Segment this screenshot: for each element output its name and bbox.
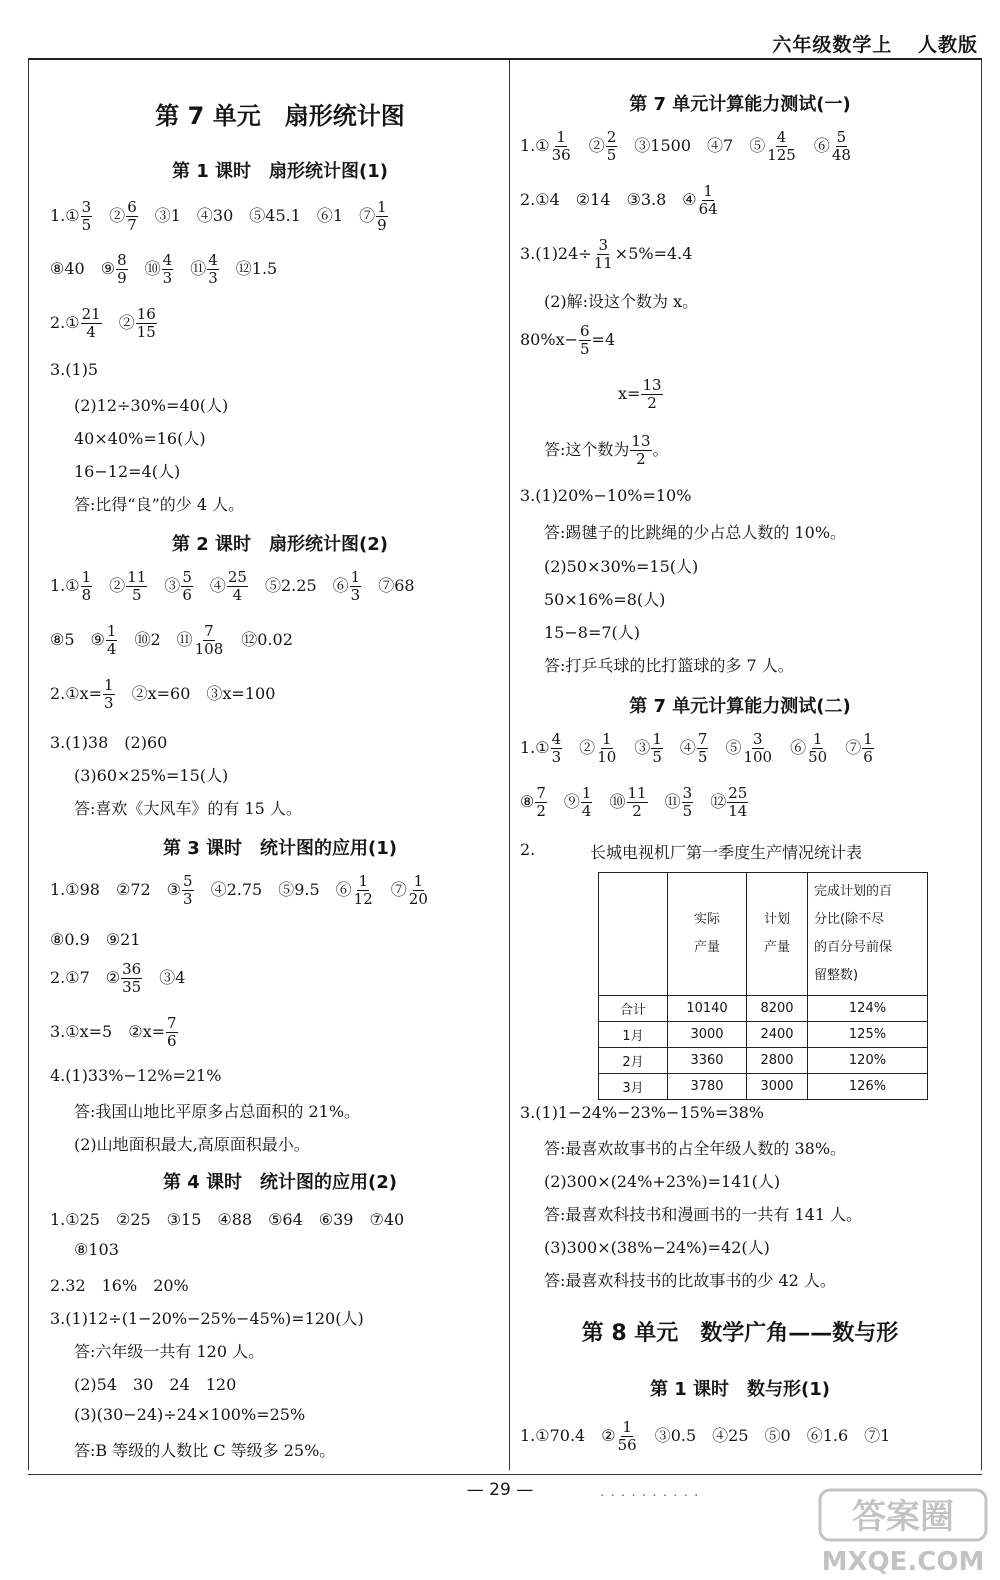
table-cell: 合计 xyxy=(599,996,668,1022)
l4-q3-line: 3.(1)12÷(1−20%−25%−45%)=120(人) xyxy=(50,1309,364,1328)
lesson3-title: 第 3 课时 统计图的应用(1) xyxy=(162,838,398,859)
table-cell: 2800 xyxy=(747,1048,808,1074)
l2-q3-answer: 答:喜欢《大风车》的有 15 人。 xyxy=(74,799,302,818)
left-border xyxy=(28,60,29,1470)
table-header-cell: 计划 产量 xyxy=(747,873,808,996)
t1-q4-line: 15−8=7(人) xyxy=(544,623,641,642)
l2-q1b: ⑧5 ⑨ $\frac{1}{4}$ ⑩2 ⑪ $\frac{7}{108}$ ⑫0.02 xyxy=(50,622,293,658)
table-cell: 120% xyxy=(808,1048,928,1074)
t1-q4-answer: 答:打乒乓球的比打篮球的多 7 人。 xyxy=(544,656,794,675)
t2-q1a: 1.① $\frac{4}{3}$ ② $\frac{1}{10}$ ③ $\frac{1}{5}$ ④ $\frac{7}{5}$ ⑤ $\frac{3}{100}$ ⑥ $\frac{1}{50}$ ⑦ $\frac{1}{6}$ xyxy=(520,730,873,766)
table-row xyxy=(599,1048,928,1074)
l2-q3-line: 3.(1)38 (2)60 xyxy=(50,733,168,752)
table-cell: 3000 xyxy=(668,1022,747,1048)
l3-q1a: 1.①98 ②72 ③ $\frac{5}{3}$ ④2.75 ⑤9.5 ⑥ $\frac{1}{12}$ ⑦ $\frac{1}{20}$ xyxy=(50,872,428,908)
t2-q3-line: 3.(1)1−24%−23%−15%=38% xyxy=(520,1103,764,1122)
column-divider xyxy=(509,60,510,1470)
l1-q3-line: 16−12=4(人) xyxy=(74,462,181,481)
l1-q1a: 1.① $\frac{3}{5}$ ② $\frac{6}{7}$ ③1 ④30 ⑤45.1 ⑥1 ⑦ $\frac{1}{9}$ xyxy=(50,198,387,234)
table-cell: 3月 xyxy=(599,1074,668,1100)
table-header-cell: 完成计划的百 分比(除不尽 的百分号前保 留整数) xyxy=(808,873,928,996)
table-cell: 2月 xyxy=(599,1048,668,1074)
l1-q3-line: 40×40%=16(人) xyxy=(74,429,206,448)
table-cell: 2400 xyxy=(747,1022,808,1048)
unit8-lesson1-title: 第 1 课时 数与形(1) xyxy=(649,1379,831,1400)
u8-q1: 1.①70.4 ② $\frac{1}{56}$ ③0.5 ④25 ⑤0 ⑥1.6 ⑦1 xyxy=(520,1418,891,1454)
table-cell: 3000 xyxy=(747,1074,808,1100)
watermark-icon xyxy=(818,1488,988,1576)
l4-q3-line: (3)(30−24)÷24×100%=25% xyxy=(74,1405,306,1424)
l1-q3-line: (2)12÷30%=40(人) xyxy=(74,396,229,415)
l4-q3-answer: 答:B 等级的人数比 C 等级多 25%。 xyxy=(74,1441,336,1460)
t1-q2: 2.①4 ②14 ③3.8 ④ $\frac{1}{64}$ xyxy=(520,182,718,218)
l3-q4-line: (2)山地面积最大,高原面积最小。 xyxy=(74,1135,310,1154)
t1-q4-line: 50×16%=8(人) xyxy=(544,590,666,609)
table-cell: 125% xyxy=(808,1022,928,1048)
t2-q3-answer: 答:最喜欢科技书和漫画书的一共有 141 人。 xyxy=(544,1205,863,1224)
test2-title: 第 7 单元计算能力测试(二) xyxy=(629,696,851,717)
t2-q3-line: (3)300×(38%−24%)=42(人) xyxy=(544,1238,770,1257)
l3-q4-line: 4.(1)33%−12%=21% xyxy=(50,1066,222,1085)
lesson1-title: 第 1 课时 扇形统计图(1) xyxy=(171,161,389,182)
l3-q3: 3.①x=5 ②x= $\frac{7}{6}$ xyxy=(50,1014,177,1050)
table-cell: 124% xyxy=(808,996,928,1022)
l2-q1a: 1.① $\frac{1}{8}$ ② $\frac{11}{5}$ ③ $\frac{5}{6}$ ④ $\frac{25}{4}$ ⑤2.25 ⑥ $\frac{1}{3}$ ⑦68 xyxy=(50,568,415,604)
watermark-logo xyxy=(818,1488,988,1576)
header-edition: 人教版 xyxy=(917,34,978,56)
t2-q3-answer: 答:最喜欢科技书的比故事书的少 42 人。 xyxy=(544,1271,836,1290)
l3-q2: 2.①7 ② $\frac{36}{35}$ ③4 xyxy=(50,960,186,996)
l1-q3-answer: 答:比得“良”的少 4 人。 xyxy=(74,495,245,514)
t2-q3-answer: 答:最喜欢故事书的占全年级人数的 38%。 xyxy=(544,1139,847,1158)
t1-q3a: 3.(1)24÷ $\frac{3}{11}$ ×5%=4.4 xyxy=(520,236,693,272)
l4-q3-answer: 答:六年级一共有 120 人。 xyxy=(74,1342,265,1361)
t1-q4-line: 3.(1)20%−10%=10% xyxy=(520,486,692,505)
l4-q2: 2.32 16% 20% xyxy=(50,1276,189,1295)
table-cell: 8200 xyxy=(747,996,808,1022)
t1-q3b: (2)解:设这个数为 x。 xyxy=(544,292,699,311)
page-header xyxy=(754,30,978,57)
table-header-row xyxy=(599,873,928,996)
unit7-title: 第 7 单元 扇形统计图 xyxy=(155,102,405,130)
t1-q1: 1.① $\frac{1}{36}$ ② $\frac{2}{5}$ ③1500 ④7 ⑤ $\frac{4}{125}$ ⑥ $\frac{5}{48}$ xyxy=(520,128,851,164)
table-cell: 126% xyxy=(808,1074,928,1100)
t2-q2-number: 2. xyxy=(520,840,536,859)
t1-q3d: x= $\frac{13}{2}$ xyxy=(618,376,662,412)
t1-q4-answer: 答:踢毽子的比跳绳的少占总人数的 10%。 xyxy=(544,523,847,542)
table-header-cell: 实际 产量 xyxy=(668,873,747,996)
table-row xyxy=(599,996,928,1022)
lesson4-title: 第 4 课时 统计图的应用(2) xyxy=(162,1172,398,1193)
unit8-title: 第 8 单元 数学广角——数与形 xyxy=(581,1321,899,1346)
top-rule xyxy=(28,58,982,60)
l1-q3-line: 3.(1)5 xyxy=(50,360,99,379)
test1-title: 第 7 单元计算能力测试(一) xyxy=(629,94,851,115)
table-header-cell xyxy=(599,873,668,996)
l2-q3-line: (3)60×25%=15(人) xyxy=(74,766,229,785)
production-table xyxy=(598,872,928,1100)
table-row xyxy=(599,1074,928,1100)
l3-q1b: ⑧0.9 ⑨21 xyxy=(50,930,141,949)
lesson2-title: 第 2 课时 扇形统计图(2) xyxy=(171,534,389,555)
svg-text:MXQE.COM: MXQE.COM xyxy=(821,1547,985,1576)
l1-q2: 2.① $\frac{21}{4}$ ② $\frac{16}{15}$ xyxy=(50,305,156,341)
bottom-rule xyxy=(28,1474,982,1475)
l1-q1b: ⑧40 ⑨ $\frac{8}{9}$ ⑩ $\frac{4}{3}$ ⑪ $\frac{4}{3}$ ⑫1.5 xyxy=(50,251,278,287)
table-cell: 10140 xyxy=(668,996,747,1022)
l4-q1-line: ⑧103 xyxy=(74,1240,119,1259)
l4-q3-line: (2)54 30 24 120 xyxy=(74,1375,237,1394)
t1-q3e: 答:这个数为 $\frac{13}{2}$ 。 xyxy=(544,432,669,468)
l3-q4-answer: 答:我国山地比平原多占总面积的 21%。 xyxy=(74,1102,361,1121)
page-number: — 29 — xyxy=(466,1480,534,1500)
t2-q3-line: (2)300×(24%+23%)=141(人) xyxy=(544,1172,781,1191)
t1-q3c: 80%x− $\frac{6}{5}$ =4 xyxy=(520,322,616,358)
l2-q2: 2.①x= $\frac{1}{3}$ ②x=60 ③x=100 xyxy=(50,676,276,712)
t1-q4-line: (2)50×30%=15(人) xyxy=(544,557,699,576)
svg-text:答案圈: 答案圈 xyxy=(852,1497,954,1537)
t2-q1b: ⑧ $\frac{7}{2}$ ⑨ $\frac{1}{4}$ ⑩ $\frac{11}{2}$ ⑪ $\frac{3}{5}$ ⑫ $\frac{25}{14}$ xyxy=(520,784,748,820)
right-border xyxy=(981,60,982,1470)
table-title: 长城电视机厂第一季度生产情况统计表 xyxy=(590,843,863,862)
l4-q1-line: 1.①25 ②25 ③15 ④88 ⑤64 ⑥39 ⑦40 xyxy=(50,1210,405,1229)
decorative-dots: ·········· xyxy=(600,1488,705,1504)
table-row xyxy=(599,1022,928,1048)
table-cell: 3780 xyxy=(668,1074,747,1100)
table-cell: 1月 xyxy=(599,1022,668,1048)
header-grade: 六年级数学上 xyxy=(772,34,893,56)
table-cell: 3360 xyxy=(668,1048,747,1074)
